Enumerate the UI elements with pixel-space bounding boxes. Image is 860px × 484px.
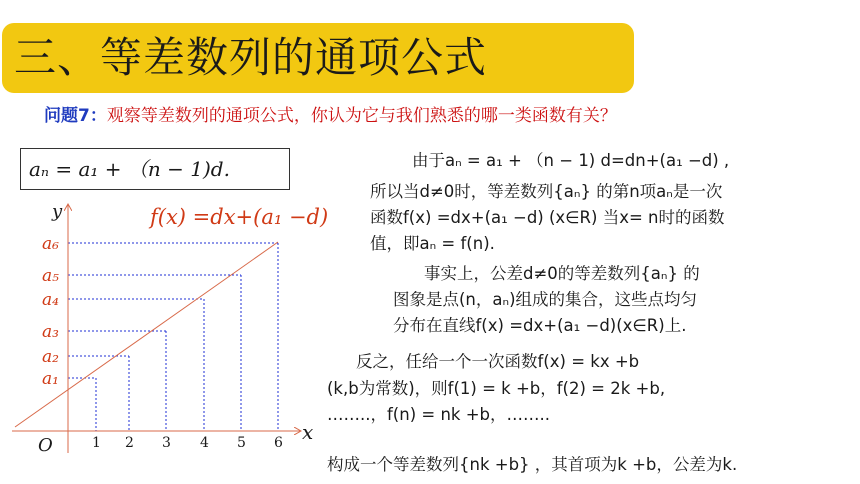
text-line-1: 由于aₙ = a₁ + （n − 1) d=dn+(a₁ −d) , [412,151,730,170]
x-tick-label: 6 [274,435,283,451]
x-tick-label: 5 [237,435,246,451]
text-line-6: 图象是点(n，aₙ)组成的集合，这些点均匀 [393,290,698,309]
y-tick-label: a₃ [42,322,59,342]
function-graph [0,195,330,484]
dashed-guides [68,243,278,431]
question-7 [44,104,617,128]
x-tick-labels [92,435,283,451]
text-line-4: 值，即aₙ = f(n). [370,234,495,253]
text-line-5: 事实上，公差d≠0的等差数列{aₙ} 的 [424,264,700,283]
text-line-9: (k,b为常数)，则f(1) = k +b，f(2) = 2k +b, [327,379,666,398]
origin-label: O [38,435,53,456]
y-tick-label: a₅ [42,266,59,286]
x-tick-label: 1 [92,435,101,451]
function-label: f(x) =dx+(a₁ −d) [150,205,329,229]
question-text: 观察等差数列的通项公式，你认为它与我们熟悉的哪一类函数有关？ [106,106,617,126]
y-tick-label: a₂ [42,347,59,367]
text-line-7: 分布在直线f(x) =dx+(a₁ −d)(x∈R)上. [393,316,687,335]
x-tick-label: 3 [162,435,171,451]
general-term-formula: aₙ = a₁ + （n − 1)d. [20,148,290,190]
question-label: 问题7： [44,106,107,126]
x-tick-label: 2 [125,435,134,451]
text-line-8: 反之，任给一个一次函数f(x) = kx +b [356,352,640,371]
title-banner [2,23,634,93]
y-tick-label: a₄ [42,290,59,310]
y-tick-label: a₆ [42,234,59,254]
x-axis-label: x [302,420,314,444]
text-line-11: 构成一个等差数列{nk +b} ，其首项为k +b，公差为k. [327,455,738,474]
text-line-10: ……..，f(n) = nk +b，…….. [327,405,550,424]
x-tick-label: 4 [200,435,209,451]
y-tick-label: a₁ [42,369,59,389]
y-axis-label: y [52,201,63,222]
text-line-3: 函数f(x) =dx+(a₁ −d) (x∈R) 当x= n时的函数 [370,208,725,227]
text-line-2: 所以当d≠0时，等差数列{aₙ} 的第n项aₙ是一次 [370,182,723,201]
page-title: 三、等差数列的通项公式 [14,33,488,82]
y-tick-labels [42,234,59,389]
